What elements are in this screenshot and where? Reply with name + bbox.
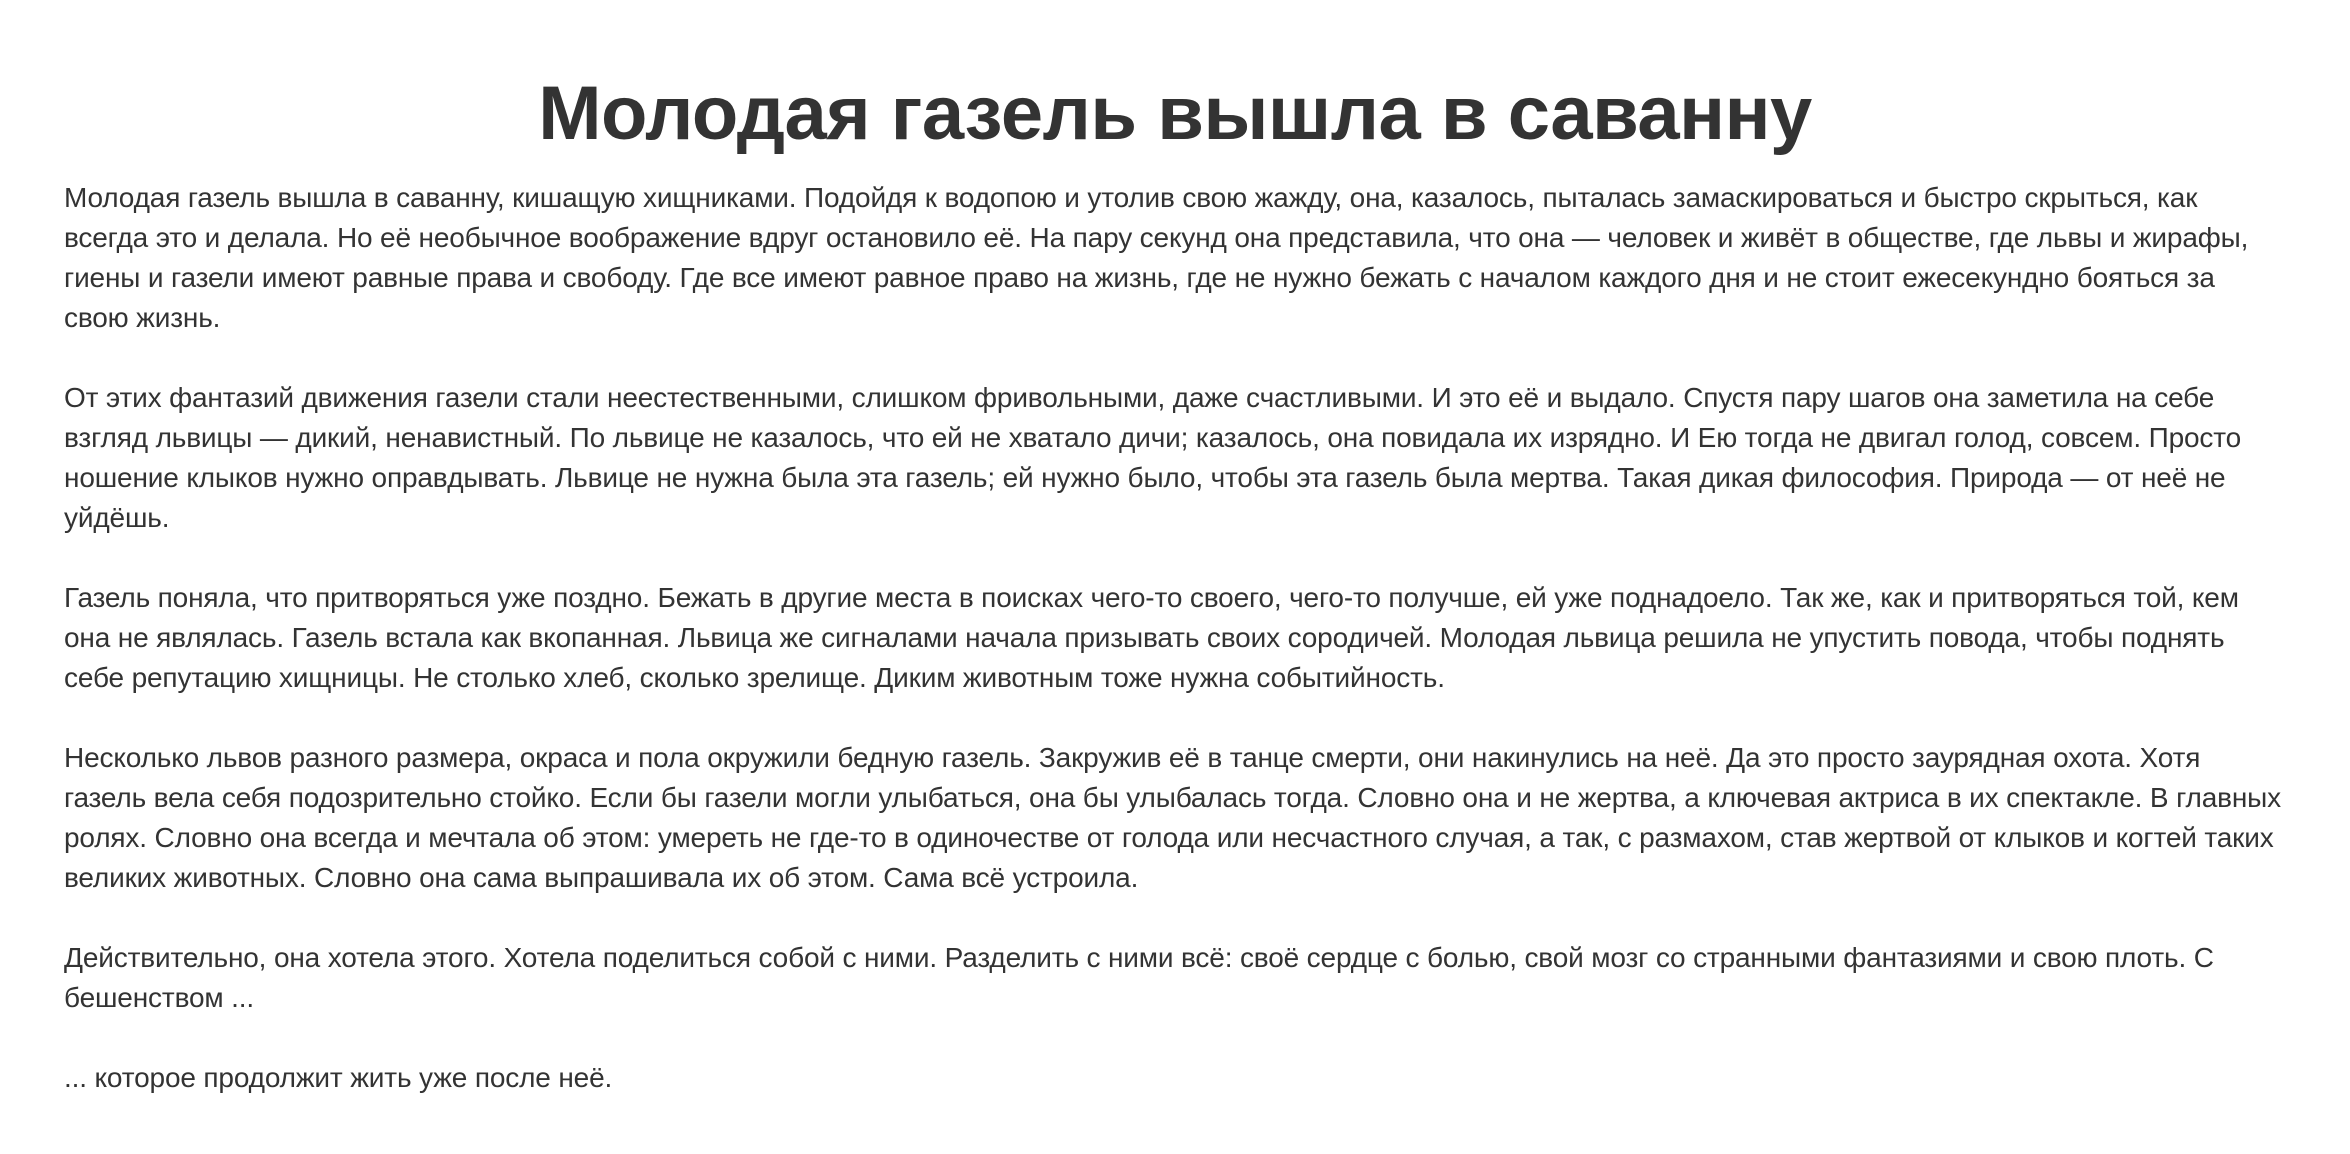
article-paragraph-6: ... которое продолжит жить уже после неё. [64,1062,613,1093]
article-paragraph-5: Действительно, она хотела этого. Хотела поделиться собой с ними. Разделить с ними всё: своё сердце с болью, свой мозг со странными фантазиями и свою плоть. С бешенством ... [64,942,2214,1013]
article-paragraph-2: От этих фантазий движения газели стали неестественными, слишком фривольными, даже счастливыми. И это её и выдало. Спустя пару шагов она заметила на себе взгляд львицы — дикий, ненавистный. По львице не казалось, что ей не хватало дичи; казалось, она повидала их изрядно. И Ею тогда не двигал голод, совсем. Просто ношение клыков нужно оправдывать. Львице не нужна была эта газель; ей нужно было, чтобы эта газель была мертва. Такая дикая философия. Природа — от неё не уйдёшь. [64,382,2242,533]
article-paragraph-4: Несколько львов разного размера, окраса и пола окружили бедную газель. Закружив её в танце смерти, они накинулись на неё. Да это просто заурядная охота. Хотя газель вела себя подозрительно стойко. Если бы газели могли улыбаться, она бы улыбалась тогда. Словно она и не жертва, а ключевая актриса в их спектакле. В главных ролях. Словно она всегда и мечтала об этом: умереть не где-то в одиночестве от голода или несчастного случая, а так, с размахом, став жертвой от клыков и когтей таких великих животных. Словно она сама выпрашивала их об этом. Сама всё устроила. [64,742,2281,893]
article-paragraph-1: Молодая газель вышла в саванну, кишащую хищниками. Подойдя к водопою и утолив свою жажду, она, казалось, пыталась замаскироваться и быстро скрыться, как всегда это и делала. Но её необычное воображение вдруг остановило её. На пару секунд она представила, что она — человек и живёт в обществе, где львы и жирафы, гиены и газели имеют равные права и свободу. Где все имеют равное право на жизнь, где не нужно бежать с началом каждого дня и не стоит ежесекундно бояться за свою жизнь. [64,182,2249,333]
article-title: Молодая газель вышла в саванну [538,71,1812,156]
article-paragraph-3: Газель поняла, что притворяться уже поздно. Бежать в другие места в поисках чего-то своего, чего-то получше, ей уже поднадоело. Так же, как и притворяться той, кем она не являлась. Газель встала как вкопанная. Львица же сигналами начала призывать своих сородичей. Молодая львица решила не упустить повода, чтобы поднять себе репутацию хищницы. Не столько хлеб, сколько зрелище. Диким животным тоже нужна событийность. [64,582,2239,693]
